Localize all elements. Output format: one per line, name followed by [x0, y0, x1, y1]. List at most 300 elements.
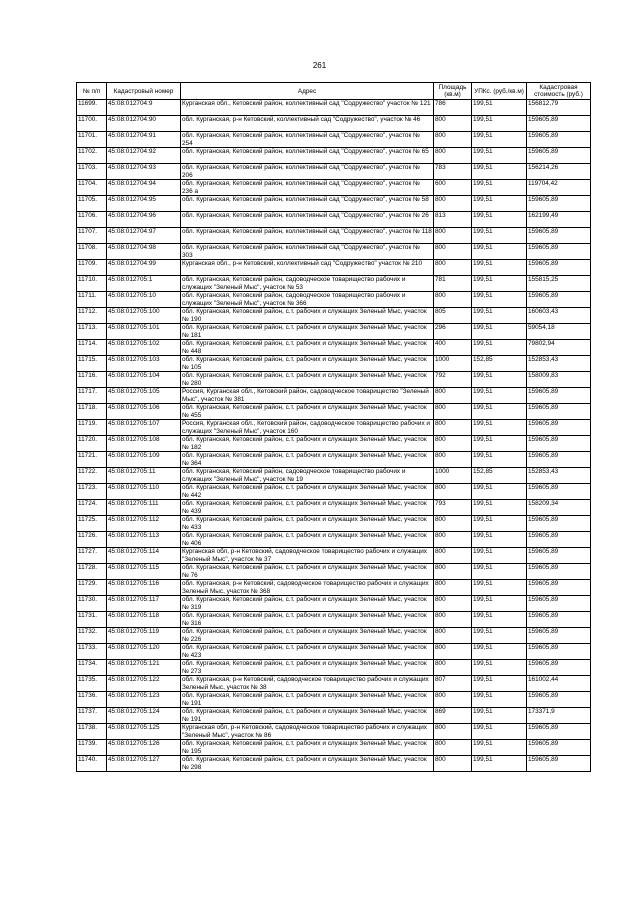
cadastral-number: 45:08:012705:101 — [107, 324, 181, 340]
header-num: № п/п — [77, 83, 107, 100]
upks-cell: 199,51 — [472, 340, 527, 356]
row-number: 11724. — [77, 500, 107, 516]
upks-cell: 199,51 — [472, 692, 527, 708]
cost-cell: 159605,89 — [527, 692, 591, 708]
row-number: 11733. — [77, 644, 107, 660]
area-cell: 800 — [434, 452, 472, 468]
cadastral-number: 45:08:012705:105 — [107, 388, 181, 404]
row-number: 11700. — [77, 116, 107, 132]
cadastral-number: 45:08:012705:109 — [107, 452, 181, 468]
table-row — [77, 404, 591, 420]
address-cell: обл. Курганская, Кетовский район, коллективный сад "Содружество", участок № 26 — [181, 212, 434, 228]
address-cell: обл. Курганская, Кетовский район, с.т. рабочих и служащих Зеленый Мыс, участок № 455 — [181, 404, 434, 420]
cadastral-number: 45:08:012704:90 — [107, 116, 181, 132]
area-cell: 800 — [434, 292, 472, 308]
row-number: 11738. — [77, 724, 107, 740]
upks-cell: 199,51 — [472, 116, 527, 132]
area-cell: 1000 — [434, 356, 472, 372]
table-row — [77, 564, 591, 580]
cost-cell: 159605,89 — [527, 756, 591, 772]
upks-cell: 199,51 — [472, 612, 527, 628]
table-body — [77, 100, 591, 772]
cost-cell: 158209,34 — [527, 500, 591, 516]
page-number: 261 — [312, 61, 327, 70]
address-cell: обл. Курганская, Кетовский район, с.т. рабочих и служащих Зеленый Мыс, участок № 273 — [181, 660, 434, 676]
row-number: 11736. — [77, 692, 107, 708]
area-cell: 800 — [434, 196, 472, 212]
cost-cell: 155815,25 — [527, 276, 591, 292]
cadastral-number: 45:08:012705:10 — [107, 292, 181, 308]
table-row — [77, 292, 591, 308]
address-cell: обл. Курганская, Кетовский район, коллективный сад "Содружество", участок № 58 — [181, 196, 434, 212]
cadastral-number: 45:08:012705:119 — [107, 628, 181, 644]
upks-cell: 199,51 — [472, 452, 527, 468]
upks-cell: 199,51 — [472, 228, 527, 244]
table-row — [77, 468, 591, 484]
upks-cell: 152,85 — [472, 468, 527, 484]
upks-cell: 199,51 — [472, 756, 527, 772]
area-cell: 869 — [434, 708, 472, 724]
row-number: 11734. — [77, 660, 107, 676]
row-number: 11716. — [77, 372, 107, 388]
row-number: 11732. — [77, 628, 107, 644]
upks-cell: 199,51 — [472, 660, 527, 676]
cadastral-number: 45:08:012705:117 — [107, 596, 181, 612]
cost-cell: 159605,89 — [527, 532, 591, 548]
cadastral-number: 45:08:012705:103 — [107, 356, 181, 372]
address-cell: обл. Курганская, Кетовский район, с.т. рабочих и служащих Зеленый Мыс, участок № 316 — [181, 612, 434, 628]
table-row — [77, 324, 591, 340]
area-cell: 793 — [434, 500, 472, 516]
table-row — [77, 724, 591, 740]
table-row — [77, 708, 591, 724]
area-cell: 786 — [434, 100, 472, 116]
address-cell: обл. Курганская, р-н Кетовский, садоводческое товарищество рабочих и служащих Зеленый Мыс, участок № 368 — [181, 580, 434, 596]
cost-cell: 159605,89 — [527, 724, 591, 740]
table-row — [77, 452, 591, 468]
address-cell: обл. Курганская, Кетовский район, коллективный сад "Содружество", участок № 236 а — [181, 180, 434, 196]
cost-cell: 159605,89 — [527, 660, 591, 676]
table-row — [77, 532, 591, 548]
cadastral-number: 45:08:012705:106 — [107, 404, 181, 420]
table-row — [77, 644, 591, 660]
address-cell: обл. Курганская, р-н Кетовский, коллективный сад "Содружество", участок № 46 — [181, 116, 434, 132]
cost-cell: 158009,83 — [527, 372, 591, 388]
area-cell: 783 — [434, 164, 472, 180]
table-row — [77, 500, 591, 516]
header-cadastral: Кадастровый номер — [107, 83, 181, 100]
table-row — [77, 484, 591, 500]
cadastral-number: 45:08:012705:115 — [107, 564, 181, 580]
row-number: 11737. — [77, 708, 107, 724]
area-cell: 800 — [434, 420, 472, 436]
table-row — [77, 580, 591, 596]
table-row — [77, 628, 591, 644]
cadastral-number: 45:08:012705:125 — [107, 724, 181, 740]
cadastral-number: 45:08:012705:1 — [107, 276, 181, 292]
address-cell: обл. Курганская, Кетовский район, с.т. рабочих и служащих Зеленый Мыс, участок № 448 — [181, 340, 434, 356]
row-number: 11721. — [77, 452, 107, 468]
area-cell: 800 — [434, 596, 472, 612]
cadastral-number: 45:08:012705:122 — [107, 676, 181, 692]
area-cell: 800 — [434, 692, 472, 708]
cost-cell: 159605,89 — [527, 244, 591, 260]
row-number: 11720. — [77, 436, 107, 452]
table-row — [77, 212, 591, 228]
header-upks: УПКс. (руб./кв.м) — [472, 83, 527, 100]
cadastral-number: 45:08:012705:126 — [107, 740, 181, 756]
address-cell: обл. Курганская, Кетовский район, с.т. рабочих и служащих Зеленый Мыс, участок № 442 — [181, 484, 434, 500]
address-cell: обл. Курганская, Кетовский район, с.т. рабочих и служащих Зеленый Мыс, участок № 280 — [181, 372, 434, 388]
row-number: 11712. — [77, 308, 107, 324]
address-cell: обл. Курганская, Кетовский район, с.т. рабочих и служащих Зеленый Мыс, участок № 191 — [181, 692, 434, 708]
row-number: 11729. — [77, 580, 107, 596]
address-cell: обл. Курганская, Кетовский район, коллективный сад "Содружество", участок № 303 — [181, 244, 434, 260]
area-cell: 800 — [434, 228, 472, 244]
table-row — [77, 180, 591, 196]
address-cell: Россия, Курганская обл., Кетовский район, садоводческое товарищество рабочих и служащих "Зеленый Мыс", участок 160 — [181, 420, 434, 436]
table-row — [77, 660, 591, 676]
upks-cell: 199,51 — [472, 628, 527, 644]
area-cell: 800 — [434, 724, 472, 740]
area-cell: 800 — [434, 612, 472, 628]
upks-cell: 199,51 — [472, 420, 527, 436]
row-number: 11711. — [77, 292, 107, 308]
area-cell: 800 — [434, 132, 472, 148]
address-cell: обл. Курганская, Кетовский район, с.т. рабочих и служащих Зеленый Мыс, участок № 181 — [181, 324, 434, 340]
address-cell: обл. Курганская, Кетовский район, с.т. рабочих и служащих Зеленый Мыс, участок № 76 — [181, 564, 434, 580]
table-row — [77, 276, 591, 292]
upks-cell: 199,51 — [472, 276, 527, 292]
area-cell: 800 — [434, 404, 472, 420]
address-cell: Россия, Курганская обл., Кетовский район, садоводческое товарищество "Зеленый Мыс", участок № 381 — [181, 388, 434, 404]
area-cell: 800 — [434, 244, 472, 260]
table-row — [77, 596, 591, 612]
area-cell: 781 — [434, 276, 472, 292]
cadastral-number: 45:08:012704:94 — [107, 180, 181, 196]
upks-cell: 199,51 — [472, 724, 527, 740]
table-row — [77, 516, 591, 532]
row-number: 11701. — [77, 132, 107, 148]
upks-cell: 199,51 — [472, 372, 527, 388]
cost-cell: 156812,79 — [527, 100, 591, 116]
cost-cell: 159605,89 — [527, 436, 591, 452]
upks-cell: 199,51 — [472, 180, 527, 196]
row-number: 11739. — [77, 740, 107, 756]
header-cost: Кадастровая стоимость (руб.) — [527, 83, 591, 100]
cost-cell: 159605,89 — [527, 388, 591, 404]
row-number: 11726. — [77, 532, 107, 548]
area-cell: 800 — [434, 484, 472, 500]
upks-cell: 199,51 — [472, 196, 527, 212]
cadastral-number: 45:08:012704:91 — [107, 132, 181, 148]
address-cell: обл. Курганская, Кетовский район, с.т. рабочих и служащих Зеленый Мыс, участок № 105 — [181, 356, 434, 372]
upks-cell: 199,51 — [472, 292, 527, 308]
cadastral-number: 45:08:012705:118 — [107, 612, 181, 628]
area-cell: 296 — [434, 324, 472, 340]
cadastral-number: 45:08:012704:98 — [107, 244, 181, 260]
upks-cell: 199,51 — [472, 500, 527, 516]
upks-cell: 199,51 — [472, 644, 527, 660]
cost-cell: 159605,89 — [527, 548, 591, 564]
address-cell: обл. Курганская, Кетовский район, с.т. рабочих и служащих Зеленый Мыс, участок № 182 — [181, 436, 434, 452]
upks-cell: 199,51 — [472, 436, 527, 452]
upks-cell: 199,51 — [472, 740, 527, 756]
address-cell: обл. Курганская, Кетовский район, коллективный сад "Содружество", участок № 118 — [181, 228, 434, 244]
upks-cell: 199,51 — [472, 516, 527, 532]
table-row — [77, 372, 591, 388]
cadastral-number: 45:08:012705:123 — [107, 692, 181, 708]
upks-cell: 199,51 — [472, 548, 527, 564]
row-number: 11706. — [77, 212, 107, 228]
cost-cell: 159605,89 — [527, 612, 591, 628]
cost-cell: 159605,89 — [527, 404, 591, 420]
area-cell: 792 — [434, 372, 472, 388]
row-number: 11715. — [77, 356, 107, 372]
header-address: Адрес — [181, 83, 434, 100]
cost-cell: 159605,89 — [527, 484, 591, 500]
address-cell: обл. Курганская, Кетовский район, с.т. рабочих и служащих Зеленый Мыс, участок № 298 — [181, 756, 434, 772]
area-cell: 400 — [434, 340, 472, 356]
cost-cell: 159605,89 — [527, 260, 591, 276]
address-cell: обл. Курганская, Кетовский район, коллективный сад "Содружество", участок № 65 — [181, 148, 434, 164]
table-row — [77, 420, 591, 436]
table-row — [77, 356, 591, 372]
area-cell: 800 — [434, 116, 472, 132]
area-cell: 800 — [434, 564, 472, 580]
cost-cell: 159605,89 — [527, 420, 591, 436]
cadastral-number: 45:08:012705:110 — [107, 484, 181, 500]
cost-cell: 159605,89 — [527, 116, 591, 132]
table-row — [77, 164, 591, 180]
upks-cell: 199,51 — [472, 100, 527, 116]
cost-cell: 159605,89 — [527, 644, 591, 660]
header-area: Площадь (кв.м) — [434, 83, 472, 100]
table-row — [77, 756, 591, 772]
cost-cell: 159605,89 — [527, 628, 591, 644]
address-cell: обл. Курганская, Кетовский район, с.т. рабочих и служащих Зеленый Мыс, участок № 191 — [181, 708, 434, 724]
table-header-row — [77, 83, 591, 100]
upks-cell: 152,85 — [472, 356, 527, 372]
cost-cell: 156214,26 — [527, 164, 591, 180]
table-row — [77, 196, 591, 212]
cost-cell: 159605,89 — [527, 580, 591, 596]
table-row — [77, 228, 591, 244]
area-cell: 800 — [434, 660, 472, 676]
area-cell: 800 — [434, 756, 472, 772]
row-number: 11719. — [77, 420, 107, 436]
cadastral-number: 45:08:012705:114 — [107, 548, 181, 564]
address-cell: обл. Курганская, р-н Кетовский, садоводческое товарищество рабочих и служащих Зеленый Мыс, участок № 38 — [181, 676, 434, 692]
cadastral-number: 45:08:012705:104 — [107, 372, 181, 388]
table-row — [77, 244, 591, 260]
row-number: 11707. — [77, 228, 107, 244]
cost-cell: 160603,43 — [527, 308, 591, 324]
cadastral-number: 45:08:012704:92 — [107, 148, 181, 164]
area-cell: 1000 — [434, 468, 472, 484]
table-row — [77, 548, 591, 564]
row-number: 11705. — [77, 196, 107, 212]
upks-cell: 199,51 — [472, 596, 527, 612]
table-row — [77, 436, 591, 452]
address-cell: обл. Курганская, Кетовский район, с.т. рабочих и служащих Зеленый Мыс, участок № 364 — [181, 452, 434, 468]
address-cell: Курганская обл., р-н Кетовский, коллективный сад "Содружество" участок № 210 — [181, 260, 434, 276]
row-number: 11702. — [77, 148, 107, 164]
address-cell: обл. Курганская, Кетовский район, с.т. рабочих и служащих Зеленый Мыс, участок № 423 — [181, 644, 434, 660]
upks-cell: 199,51 — [472, 308, 527, 324]
cost-cell: 159605,89 — [527, 564, 591, 580]
cadastral-number: 45:08:012705:102 — [107, 340, 181, 356]
address-cell: Курганская обл, р-н Кетовский, садоводческое товарищество рабочих и служащих "Зеленый Мыс", участок № 37 — [181, 548, 434, 564]
address-cell: обл. Курганская, Кетовский район, с.т. рабочих и служащих Зеленый Мыс, участок № 319 — [181, 596, 434, 612]
area-cell: 800 — [434, 532, 472, 548]
row-number: 11731. — [77, 612, 107, 628]
row-number: 11735. — [77, 676, 107, 692]
table-row — [77, 308, 591, 324]
table-row — [77, 100, 591, 116]
address-cell: обл. Курганская, Кетовский район, коллективный сад "Содружество", участок № 206 — [181, 164, 434, 180]
cost-cell: 59054,18 — [527, 324, 591, 340]
row-number: 11713. — [77, 324, 107, 340]
area-cell: 800 — [434, 148, 472, 164]
cadastral-number: 45:08:012705:108 — [107, 436, 181, 452]
cadastral-number: 45:08:012704:95 — [107, 196, 181, 212]
cost-cell: 159605,89 — [527, 196, 591, 212]
upks-cell: 199,51 — [472, 708, 527, 724]
table-row — [77, 260, 591, 276]
row-number: 11708. — [77, 244, 107, 260]
area-cell: 600 — [434, 180, 472, 196]
row-number: 11740. — [77, 756, 107, 772]
cadastral-number: 45:08:012705:112 — [107, 516, 181, 532]
cost-cell: 152853,43 — [527, 356, 591, 372]
table-row — [77, 740, 591, 756]
area-cell: 813 — [434, 212, 472, 228]
area-cell: 800 — [434, 516, 472, 532]
address-cell: обл. Курганская, Кетовский район, садоводческое товарищество рабочих и служащих "Зеленый Мыс", участок № 53 — [181, 276, 434, 292]
upks-cell: 199,51 — [472, 564, 527, 580]
area-cell: 805 — [434, 308, 472, 324]
upks-cell: 199,51 — [472, 532, 527, 548]
table-row — [77, 388, 591, 404]
cadastral-number: 45:08:012705:121 — [107, 660, 181, 676]
cost-cell: 119704,42 — [527, 180, 591, 196]
row-number: 11718. — [77, 404, 107, 420]
table-row — [77, 116, 591, 132]
row-number: 11704. — [77, 180, 107, 196]
table-row — [77, 132, 591, 148]
upks-cell: 199,51 — [472, 212, 527, 228]
table-row — [77, 612, 591, 628]
area-cell: 800 — [434, 740, 472, 756]
area-cell: 800 — [434, 436, 472, 452]
cost-cell: 159605,89 — [527, 740, 591, 756]
upks-cell: 199,51 — [472, 260, 527, 276]
cost-cell: 159605,89 — [527, 292, 591, 308]
cadastral-number: 45:08:012705:113 — [107, 532, 181, 548]
row-number: 11703. — [77, 164, 107, 180]
cadastral-number: 45:08:012705:107 — [107, 420, 181, 436]
cadastral-number: 45:08:012705:11 — [107, 468, 181, 484]
upks-cell: 199,51 — [472, 580, 527, 596]
cost-cell: 159605,89 — [527, 228, 591, 244]
address-cell: обл. Курганская, Кетовский район, садоводческое товарищество рабочих и служащих "Зеленый Мыс", участок № 366 — [181, 292, 434, 308]
row-number: 11730. — [77, 596, 107, 612]
row-number: 11714. — [77, 340, 107, 356]
cadastral-number: 45:08:012704:97 — [107, 228, 181, 244]
area-cell: 800 — [434, 628, 472, 644]
upks-cell: 199,51 — [472, 244, 527, 260]
cost-cell: 159605,89 — [527, 596, 591, 612]
row-number: 11728. — [77, 564, 107, 580]
upks-cell: 199,51 — [472, 148, 527, 164]
area-cell: 800 — [434, 580, 472, 596]
cost-cell: 159605,89 — [527, 148, 591, 164]
row-number: 11722. — [77, 468, 107, 484]
table-row — [77, 692, 591, 708]
row-number: 11723. — [77, 484, 107, 500]
cost-cell: 162199,49 — [527, 212, 591, 228]
cadastral-number: 45:08:012705:116 — [107, 580, 181, 596]
upks-cell: 199,51 — [472, 484, 527, 500]
cadastral-number: 45:08:012704:96 — [107, 212, 181, 228]
area-cell: 800 — [434, 260, 472, 276]
upks-cell: 199,51 — [472, 324, 527, 340]
address-cell: обл. Курганская, Кетовский район, с.т. рабочих и служащих Зеленый Мыс, участок № 190 — [181, 308, 434, 324]
area-cell: 800 — [434, 548, 472, 564]
cost-cell: 159605,89 — [527, 452, 591, 468]
cost-cell: 173371,9 — [527, 708, 591, 724]
row-number: 11717. — [77, 388, 107, 404]
upks-cell: 199,51 — [472, 676, 527, 692]
address-cell: обл. Курганская, Кетовский район, коллективный сад "Содружество", участок № 254 — [181, 132, 434, 148]
cadastral-number: 45:08:012705:100 — [107, 308, 181, 324]
row-number: 11725. — [77, 516, 107, 532]
cadastral-number: 45:08:012704:9 — [107, 100, 181, 116]
area-cell: 800 — [434, 644, 472, 660]
address-cell: обл. Курганская, Кетовский район, с.т. рабочих и служащих Зеленый Мыс, участок № 195 — [181, 740, 434, 756]
address-cell: обл. Курганская, Кетовский район, с.т. рабочих и служащих Зеленый Мыс, участок № 433 — [181, 516, 434, 532]
address-cell: Курганская обл, р-н Кетовский, садоводческое товарищество рабочих и служащих "Зеленый Мыс", участок № 86 — [181, 724, 434, 740]
address-cell: Курганская обл., Кетовский район, коллективный сад "Содружество" участок № 121 — [181, 100, 434, 116]
cadastral-number: 45:08:012705:120 — [107, 644, 181, 660]
table-row — [77, 676, 591, 692]
area-cell: 800 — [434, 388, 472, 404]
cost-cell: 159605,89 — [527, 132, 591, 148]
row-number: 11709. — [77, 260, 107, 276]
area-cell: 807 — [434, 676, 472, 692]
cost-cell: 152853,43 — [527, 468, 591, 484]
cost-cell: 159605,89 — [527, 516, 591, 532]
cadastral-number: 45:08:012705:124 — [107, 708, 181, 724]
cadastral-number: 45:08:012705:111 — [107, 500, 181, 516]
address-cell: обл. Курганская, Кетовский район, с.т. рабочих и служащих Зеленый Мыс, участок № 439 — [181, 500, 434, 516]
table-row — [77, 148, 591, 164]
cadastral-number: 45:08:012704:93 — [107, 164, 181, 180]
cadastral-number: 45:08:012705:127 — [107, 756, 181, 772]
address-cell: обл. Курганская, Кетовский район, с.т. рабочих и служащих Зеленый Мыс, участок № 226 — [181, 628, 434, 644]
cadastral-table — [76, 82, 591, 772]
upks-cell: 199,51 — [472, 132, 527, 148]
address-cell: обл. Курганская, Кетовский район, с.т. рабочих и служащих Зеленый Мыс, участок № 406 — [181, 532, 434, 548]
address-cell: обл. Курганская, Кетовский район, садоводческое товарищество рабочих и служащих "Зеленый Мыс", участок № 19 — [181, 468, 434, 484]
upks-cell: 199,51 — [472, 404, 527, 420]
cost-cell: 161002,44 — [527, 676, 591, 692]
table-row — [77, 340, 591, 356]
row-number: 11710. — [77, 276, 107, 292]
row-number: 11699. — [77, 100, 107, 116]
cadastral-number: 45:08:012704:99 — [107, 260, 181, 276]
